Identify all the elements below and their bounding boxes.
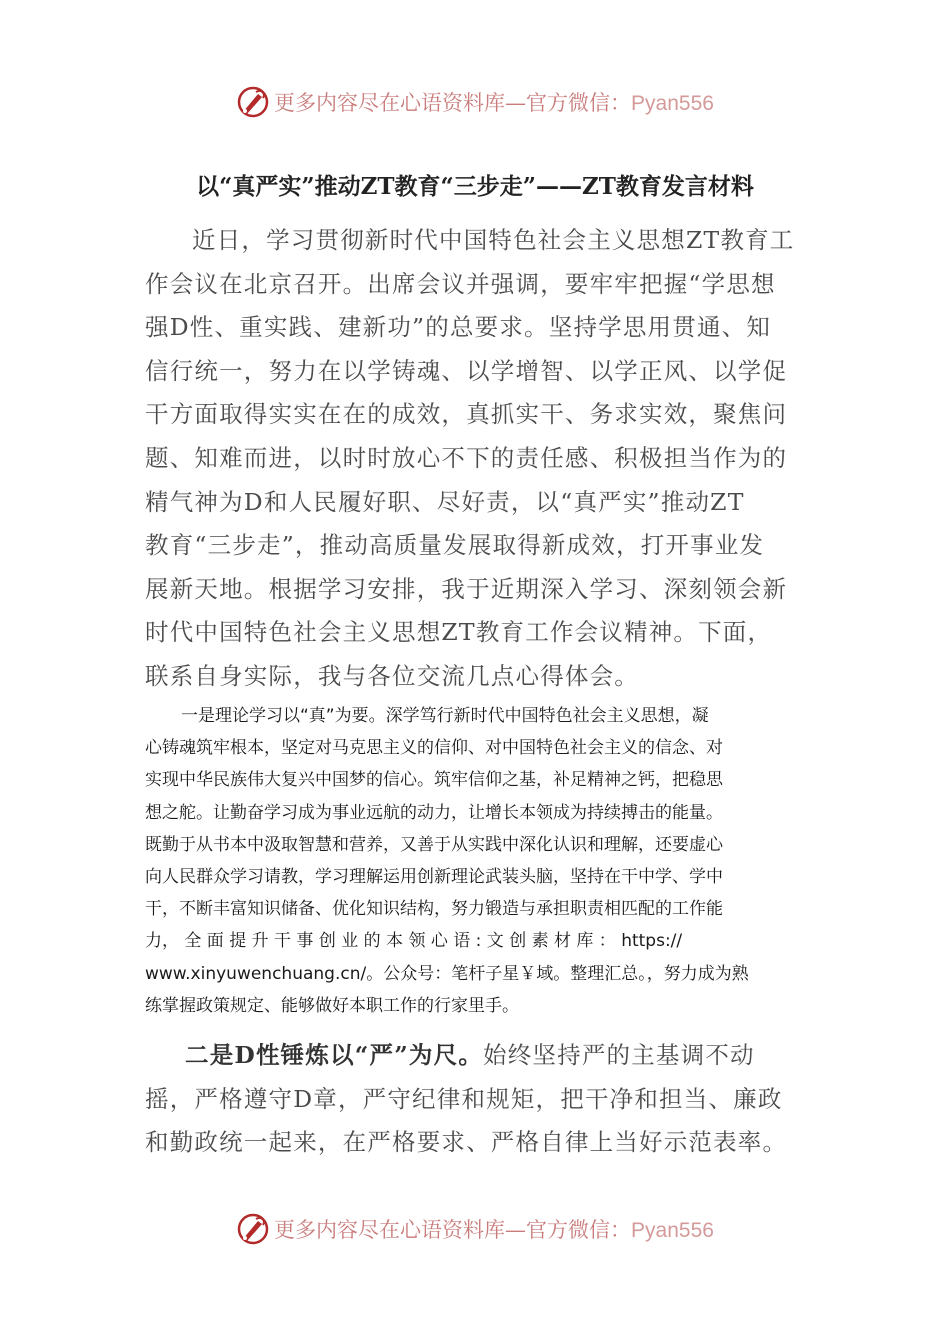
party-line: 和勤政统一起来，在严格要求、严格自律上当好示范表率。 [145, 1128, 788, 1157]
footer-banner [0, 1209, 950, 1249]
intro-line: 信行统一，努力在以学铸魂、以学增智、以学正风、以学促 [145, 356, 788, 385]
theory-line: 向人民群众学习请教，学习理解运用创新理论武装头脑，坚持在干中学、学中 [145, 867, 723, 888]
banner-text: 更多内容尽在心语资料库—官方微信：Pyan556 [274, 1218, 714, 1242]
pen-logo-icon [236, 1212, 270, 1246]
theory-line: 力， 全 面 提 升 干 事 创 业 的 本 领 心 语 : 文 创 素 材 库 ： https:// [145, 931, 683, 952]
theory-line: 练掌握政策规定、能够做好本职工作的行家里手。 [145, 995, 519, 1016]
theory-study-paragraph [145, 700, 808, 1022]
theory-line: 既勤于从书本中汲取智慧和营养，又善于从实践中深化认识和理解，还要虚心 [145, 834, 723, 855]
theory-line: 一是理论学习以“真”为要。深学笃行新时代中国特色社会主义思想，凝 [181, 706, 709, 726]
intro-line: 作会议在北京召开。出席会议并强调，要牢牢把握“学思想 [145, 269, 776, 298]
theory-line: www.xinyuwenchuang.cn/。公众号：笔杆子星￥域。整理汇总。，努力成为熟 [145, 963, 749, 984]
theory-line: 实现中华民族伟大复兴中国梦的信心。筑牢信仰之基，补足精神之钙，把稳思 [145, 770, 723, 791]
intro-line: 题、知难而进，以时时放心不下的责任感、积极担当作为的 [145, 443, 788, 472]
intro-line: 教育“三步走”，推动高质量发展取得新成效，打开事业发 [145, 531, 765, 560]
intro-line: 干方面取得实实在在的成效，真抓实干、务求实效，聚焦问 [145, 400, 788, 429]
intro-line: 时代中国特色社会主义思想ZT教育工作会议精神。下面， [145, 618, 773, 647]
intro-line: 精气神为D和人民履好职、尽好责，以“真严实”推动ZT [145, 487, 745, 516]
wechat-id: Pyan556 [631, 1219, 714, 1242]
wechat-id: Pyan556 [631, 92, 714, 115]
intro-line: 联系自身实际，我与各位交流几点心得体会。 [145, 661, 639, 690]
party-line: 二是D性锤炼以“严”为尺。始终坚持严的主基调不动 [185, 1041, 755, 1069]
pen-logo-icon [236, 85, 270, 119]
intro-line: 展新天地。根据学习安排，我于近期深入学习、深刻领会新 [145, 574, 788, 603]
banner-text: 更多内容尽在心语资料库—官方微信：Pyan556 [274, 91, 714, 115]
theory-line: 干，不断丰富知识储备、优化知识结构，努力锻造与承担职责相匹配的工作能 [145, 899, 723, 920]
intro-line: 强D性、重实践、建新功”的总要求。坚持学思用贯通、知 [145, 313, 772, 342]
theory-line: 心铸魂筑牢根本，坚定对马克思主义的信仰、对中国特色社会主义的信念、对 [145, 738, 723, 759]
document-title: 以“真严实”推动ZT教育“三步走”——ZT教育发言材料 [196, 173, 754, 200]
party-line: 摇，严格遵守D章，严守纪律和规矩，把干净和担当、廉政 [145, 1084, 783, 1113]
section-heading: 二是D性锤炼以“严”为尺。 [185, 1041, 484, 1069]
party-spirit-paragraph [145, 1034, 808, 1165]
header-banner [0, 82, 950, 122]
intro-paragraph [145, 219, 808, 699]
theory-line: 想之舵。让勤奋学习成为事业远航的动力，让增长本领成为持续搏击的能量。 [145, 802, 723, 823]
intro-line: 近日，学习贯彻新时代中国特色社会主义思想ZT教育工 [192, 226, 795, 254]
